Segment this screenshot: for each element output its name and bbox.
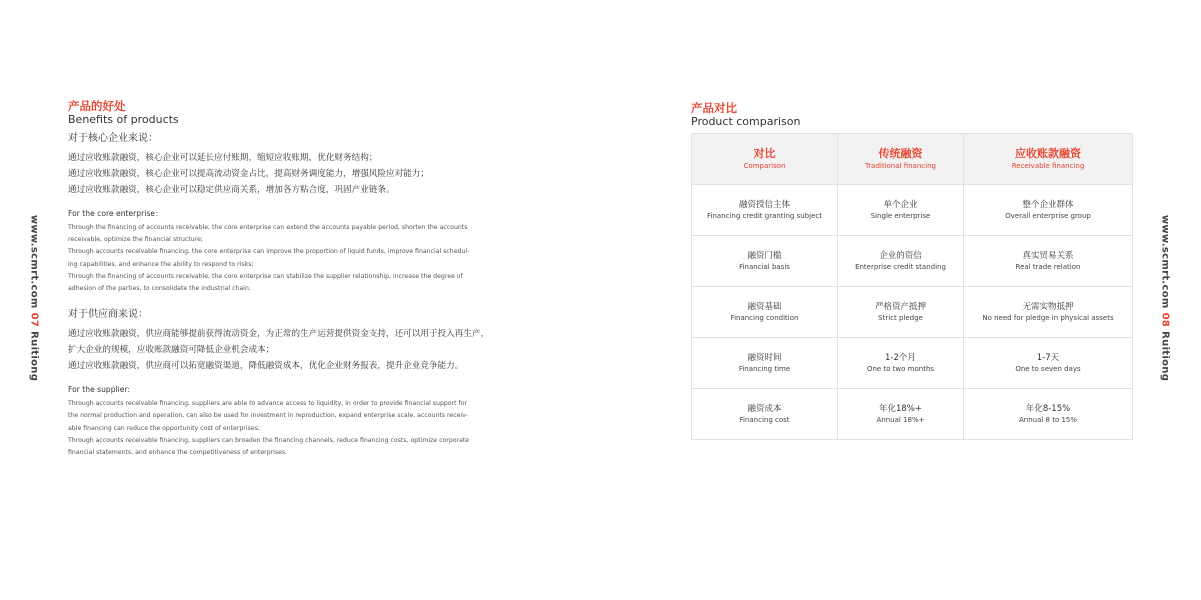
site-url: www.scmrt.com [28, 214, 40, 309]
table-cell: 整个企业群体 Overall enterprise group [964, 185, 1133, 236]
benefits-title-zh: 产品的好处 [68, 99, 126, 113]
supplier-block [68, 308, 518, 459]
comparison-section [691, 101, 1132, 440]
table-row [692, 236, 1133, 287]
table-cell: 年化8-15% Annual 8 to 15% [964, 389, 1133, 440]
core-line-en: ing capabilities, and enhance the ability to respond to risks; [68, 260, 254, 268]
core-line-en: Through the financing of accounts receivable, the core enterprise can extend the accounts payable period, shorten the accounts [68, 224, 468, 231]
core-line-en: Through accounts receivable financing, the core enterprise can improve the proportion of liquid funds, improve financial schedul- [68, 248, 470, 256]
supplier-line-en: Through accounts receivable financing, suppliers are able to advance access to liquidity, in order to provide financial support for [68, 400, 468, 408]
table-cell: 年化18%+ Annual 18%+ [838, 389, 964, 440]
page-number: 07 [28, 312, 40, 328]
core-heading-zh: 对于核心企业来说： [68, 133, 158, 144]
supplier-heading-en: For the supplier: [68, 385, 131, 395]
core-enterprise-block [68, 132, 518, 295]
comparison-title-zh: 产品对比 [691, 101, 737, 115]
table-row [692, 338, 1133, 389]
core-line-zh: 通过应收账款融资，核心企业可以提高流动资金占比，提高财务调度能力，增强风险应对能力； [68, 169, 429, 179]
brand-name: Ruitiong [28, 331, 40, 382]
core-line-en: adhesion of the parties, to consolidate the industrial chain. [68, 285, 251, 293]
header-cell: 对比 Comparison [692, 134, 838, 185]
header-cell: 传统融资 Traditional financing [838, 134, 964, 185]
table-cell: 真实贸易关系 Real trade relation [964, 236, 1133, 287]
table-cell: 企业的资信 Enterprise credit standing [838, 236, 964, 287]
core-line-en: Through the financing of accounts receivable, the core enterprise can stabilize the supplier relationship, increase the degree of [68, 272, 463, 280]
brand-name: Ruitiong [1159, 331, 1171, 382]
table-cell: 单个企业 Single enterprise [838, 185, 964, 236]
side-label-right [1160, 215, 1171, 381]
table-cell: 融资门槛 Financial basis [692, 236, 838, 287]
supplier-line-en: financial statements, and enhance the competitiveness of enterprises. [68, 449, 288, 457]
table-cell: 融资时间 Financing time [692, 338, 838, 389]
site-url: www.scmrt.com [1159, 214, 1171, 309]
core-line-en: receivable, optimize the financial structure; [68, 236, 204, 244]
table-cell: 无需实物抵押 No need for pledge in physical assets [964, 287, 1133, 338]
supplier-heading-zh: 对于供应商来说： [68, 309, 148, 321]
core-line-zh: 通过应收账款融资，核心企业可以延长应付账期，缩短应收账期，优化财务结构； [68, 153, 378, 163]
table-row [692, 185, 1133, 236]
header-cell: 应收账款融资 Receivable financing [964, 134, 1133, 185]
comparison-title-en: Product comparison [691, 115, 801, 128]
benefits-section [68, 99, 518, 459]
table-cell: 融资基础 Financing condition [692, 287, 838, 338]
table-cell: 严格资产抵押 Strict pledge [838, 287, 964, 338]
table-cell: 1-2个月 One to two months [838, 338, 964, 389]
supplier-line-zh: 通过应收账款融资，供应商能够提前获得流动资金，为正常的生产运营提供资金支持，还可以用于投入再生产， [68, 329, 490, 340]
table-cell: 1-7天 One to seven days [964, 338, 1133, 389]
core-heading-en: For the core enterprise： [68, 209, 163, 218]
supplier-line-en: the normal production and operation, can also be used for investment in reproduction, expand enterprise scale, accounts receiv- [68, 412, 468, 420]
page-number: 08 [1159, 312, 1171, 328]
supplier-line-en: Through accounts receivable financing, suppliers can broaden the financing channels, reduce financing costs, optimize corporate [68, 436, 470, 444]
side-label-left [29, 215, 40, 381]
benefits-title-en: Benefits of products [68, 113, 179, 126]
table-row [692, 287, 1133, 338]
table-header-row [692, 134, 1133, 185]
supplier-line-zh: 扩大企业的规模，应收账款融资可降低企业机会成本； [68, 345, 275, 356]
supplier-line-en: able financing can reduce the opportunity cost of enterprises; [68, 424, 260, 432]
comparison-table [691, 133, 1133, 440]
table-row [692, 389, 1133, 440]
supplier-line-zh: 通过应收账款融资，供应商可以拓宽融资渠道，降低融资成本，优化企业财务报表，提升企业竞争能力。 [68, 361, 464, 372]
table-cell: 融资成本 Financing cost [692, 389, 838, 440]
core-line-zh: 通过应收账款融资，核心企业可以稳定供应商关系，增加各方粘合度，巩固产业链条。 [68, 185, 395, 195]
table-cell: 融资授信主体 Financing credit granting subject [692, 185, 838, 236]
